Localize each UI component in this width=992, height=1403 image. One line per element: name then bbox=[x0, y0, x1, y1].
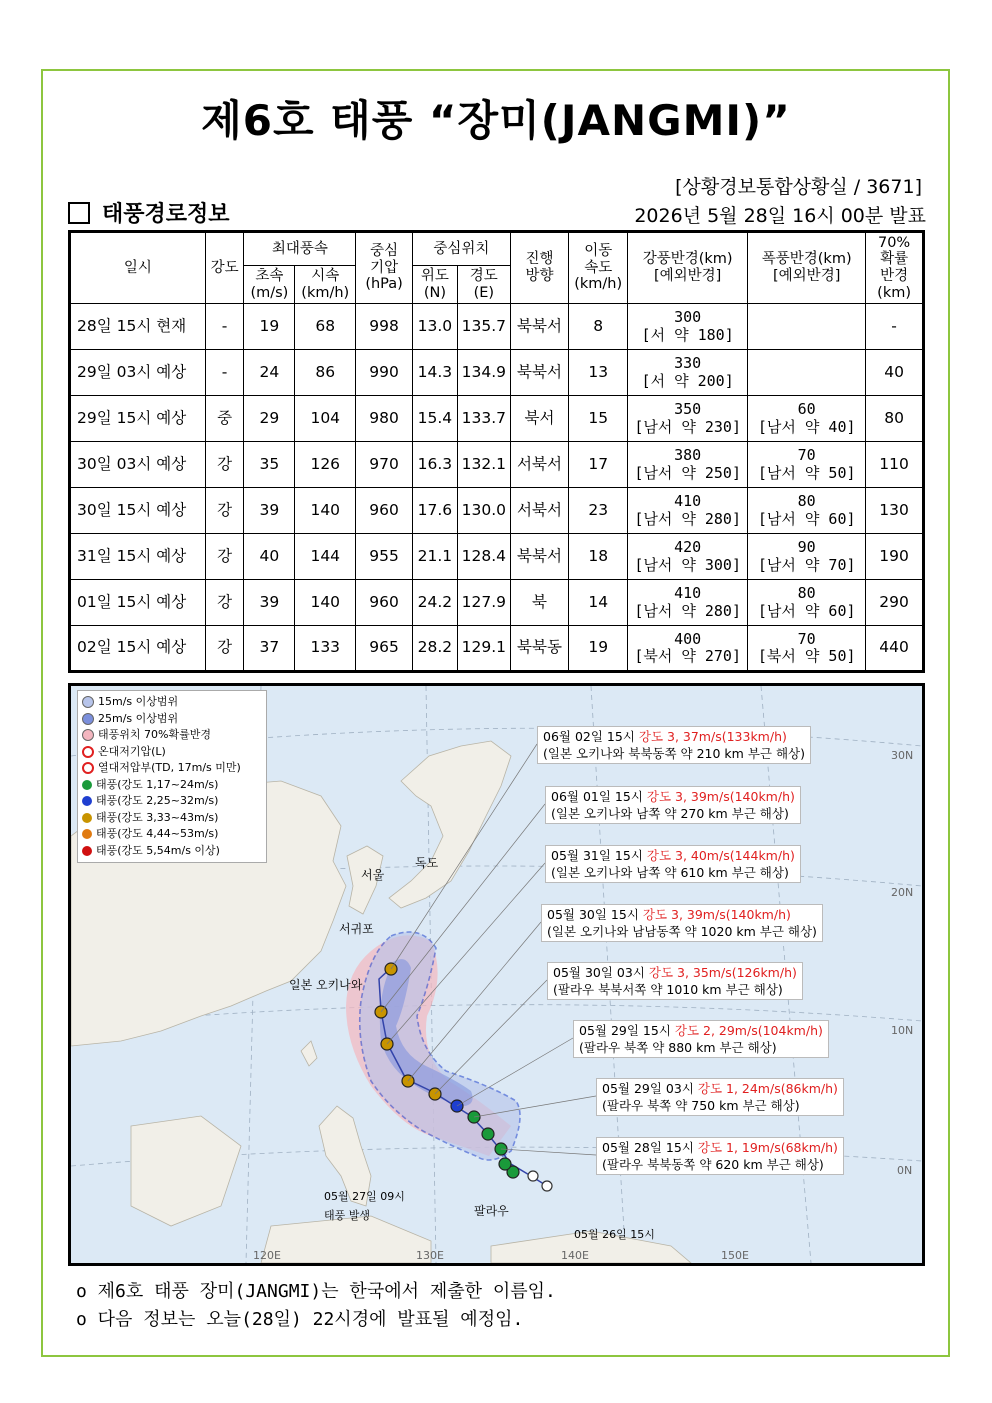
section-heading bbox=[68, 197, 230, 228]
header-strong-radius: 강풍반경(km) [예외반경] bbox=[628, 232, 748, 304]
cell-pressure: 960 bbox=[356, 488, 413, 534]
circle-15ms bbox=[82, 696, 94, 708]
table-row bbox=[70, 534, 924, 580]
cell-prob70: 80 bbox=[866, 396, 924, 442]
page-title: 제6호 태풍 “장미(JANGMI)” bbox=[201, 96, 791, 145]
cell-direction: 북북동 bbox=[510, 626, 569, 672]
legend-label: 25m/s 이상범위 bbox=[98, 711, 179, 725]
callout-line bbox=[551, 788, 795, 805]
track-map bbox=[68, 683, 925, 1266]
cell-strong-radius bbox=[628, 350, 748, 396]
table-row bbox=[70, 396, 924, 442]
cell-speed: 8 bbox=[569, 304, 628, 350]
cell-wind-kmh: 140 bbox=[295, 580, 356, 626]
cell-time: 01일 15시 예상 bbox=[70, 580, 206, 626]
cell-pressure: 998 bbox=[356, 304, 413, 350]
typhoon-5-icon bbox=[82, 846, 92, 856]
cell-lat: 17.6 bbox=[412, 488, 457, 534]
cell-speed: 14 bbox=[569, 580, 628, 626]
cell-pressure: 970 bbox=[356, 442, 413, 488]
cell-intensity: 강 bbox=[205, 580, 244, 626]
callout-line bbox=[551, 847, 795, 864]
note-line: o 다음 정보는 오늘(28일) 22시경에 발표될 예정임. bbox=[76, 1309, 524, 1330]
cell-strong-radius bbox=[628, 396, 748, 442]
lat-label: 20N bbox=[891, 886, 914, 899]
cell-direction: 서북서 bbox=[510, 442, 569, 488]
callout-time: 05월 29일 03시 bbox=[602, 1081, 698, 1096]
place-okinawa: 일본 오키나와 bbox=[289, 978, 363, 992]
cell-prob70: 190 bbox=[866, 534, 924, 580]
header-lon: 경도 (E) bbox=[457, 266, 510, 304]
header-time: 일시 bbox=[70, 232, 206, 304]
callout-location: (팔라우 북쪽 약 880 km 부근 해상) bbox=[579, 1040, 777, 1055]
header-wind-ms: 초속 (m/s) bbox=[244, 266, 295, 304]
cell-direction: 북북서 bbox=[510, 350, 569, 396]
storm-radius-exception: [남서 약 60] bbox=[757, 509, 856, 528]
cell-strong-radius bbox=[628, 488, 748, 534]
cell-speed: 19 bbox=[569, 626, 628, 672]
place-palau: 팔라우 bbox=[474, 1204, 509, 1218]
table-row bbox=[70, 442, 924, 488]
cell-wind-ms: 19 bbox=[244, 304, 295, 350]
typhoon-marker-icon bbox=[499, 1158, 511, 1170]
issued-time: 2026년 5월 28일 16시 00분 발표 bbox=[634, 205, 926, 227]
cell-prob70: 40 bbox=[866, 350, 924, 396]
callout-leader bbox=[501, 1149, 596, 1155]
header-pressure: 중심 기압 (hPa) bbox=[356, 232, 413, 304]
lat-label: 0N bbox=[897, 1164, 913, 1177]
strong-radius-value: 330 bbox=[674, 354, 702, 373]
cell-time: 02일 15시 예상 bbox=[70, 626, 206, 672]
typhoon-1-icon bbox=[82, 780, 92, 790]
storm-radius-value: 80 bbox=[797, 584, 816, 603]
cell-speed: 13 bbox=[569, 350, 628, 396]
callout-intensity: 강도 3, 39m/s(140km/h) bbox=[642, 907, 791, 922]
lon-label: 140E bbox=[561, 1249, 589, 1262]
cell-lon: 128.4 bbox=[457, 534, 510, 580]
strong-radius-exception: [남서 약 230] bbox=[634, 417, 741, 436]
legend-label: 15m/s 이상범위 bbox=[98, 695, 179, 708]
callout-time: 05월 31일 15시 bbox=[551, 848, 647, 863]
cell-wind-kmh: 133 bbox=[295, 626, 356, 672]
borneo bbox=[261, 1216, 431, 1263]
cell-lat: 15.4 bbox=[412, 396, 457, 442]
japan bbox=[389, 741, 511, 908]
cell-wind-kmh: 126 bbox=[295, 442, 356, 488]
typhoon-marker-icon bbox=[482, 1128, 494, 1140]
strong-radius-value: 380 bbox=[674, 446, 702, 465]
callout bbox=[545, 786, 801, 824]
header-prob70: 70% 확률 반경 (km) bbox=[866, 232, 924, 304]
callout bbox=[596, 1137, 844, 1175]
callout-time: 05월 29일 15시 bbox=[579, 1023, 675, 1038]
callout-line bbox=[602, 1080, 838, 1097]
circle-25ms bbox=[82, 713, 94, 725]
cell-lon: 134.9 bbox=[457, 350, 510, 396]
storm-radius-exception: [북서 약 50] bbox=[757, 647, 856, 665]
header-center: 중심위치 bbox=[412, 232, 510, 266]
td-marker-icon bbox=[528, 1171, 538, 1181]
strong-radius-exception: [서 약 180] bbox=[641, 325, 734, 344]
callout bbox=[541, 904, 823, 942]
cell-wind-kmh: 104 bbox=[295, 396, 356, 442]
cell-prob70: 290 bbox=[866, 580, 924, 626]
cell-speed: 18 bbox=[569, 534, 628, 580]
lon-label: 130E bbox=[416, 1249, 444, 1262]
section-title: 태풍경로정보 bbox=[102, 202, 230, 227]
legend-label: 온대저기압(L) bbox=[98, 744, 166, 758]
legend-label: 태풍위치 70%확률반경 bbox=[98, 728, 211, 741]
cell-prob70: 110 bbox=[866, 442, 924, 488]
strong-radius-exception: [남서 약 280] bbox=[634, 509, 741, 528]
cell-direction: 서북서 bbox=[510, 488, 569, 534]
cell-lat: 24.2 bbox=[412, 580, 457, 626]
lon-label: 120E bbox=[253, 1249, 281, 1262]
start-label-2: 태풍 발생 bbox=[324, 1209, 371, 1222]
typhoon-2-icon bbox=[82, 796, 92, 806]
lat-label: 10N bbox=[891, 1024, 914, 1037]
cell-wind-kmh: 68 bbox=[295, 304, 356, 350]
strong-radius-value: 350 bbox=[674, 400, 702, 419]
lon-label: 150E bbox=[721, 1249, 749, 1262]
lat-label: 30N bbox=[891, 749, 914, 762]
callout-intensity: 강도 1, 19m/s(68km/h) bbox=[697, 1140, 838, 1155]
cell-wind-ms: 24 bbox=[244, 350, 295, 396]
origin-label: 05월 26일 15시 bbox=[574, 1228, 655, 1241]
strong-radius-value: 410 bbox=[674, 492, 702, 511]
cell-lat: 14.3 bbox=[412, 350, 457, 396]
legend-item bbox=[82, 843, 262, 860]
storm-radius-value: 70 bbox=[797, 629, 816, 648]
header-speed: 이동 속도 (km/h) bbox=[569, 232, 628, 304]
cell-lon: 135.7 bbox=[457, 304, 510, 350]
notes bbox=[76, 1278, 556, 1334]
map-legend bbox=[77, 690, 267, 863]
table-row bbox=[70, 304, 924, 350]
cell-intensity: - bbox=[205, 304, 244, 350]
callout-leader bbox=[435, 980, 547, 1094]
callout-intensity: 강도 3, 35m/s(126km/h) bbox=[648, 965, 797, 980]
strong-radius-exception: [남서 약 250] bbox=[634, 463, 741, 482]
cell-strong-radius bbox=[628, 534, 748, 580]
strong-radius-exception: [남서 약 300] bbox=[634, 555, 741, 574]
table-row bbox=[70, 488, 924, 534]
cell-speed: 17 bbox=[569, 442, 628, 488]
cell-lon: 130.0 bbox=[457, 488, 510, 534]
cell-pressure: 980 bbox=[356, 396, 413, 442]
place-seoul: 서울 bbox=[361, 868, 385, 882]
callout-leader bbox=[457, 1038, 573, 1106]
cell-storm-radius bbox=[748, 488, 866, 534]
cell-wind-ms: 40 bbox=[244, 534, 295, 580]
callout-time: 06월 01일 15시 bbox=[551, 789, 647, 804]
cell-intensity: - bbox=[205, 350, 244, 396]
cell-lat: 21.1 bbox=[412, 534, 457, 580]
office-label: [상황경보통합상황실 / 3671] bbox=[675, 176, 922, 198]
callout-line bbox=[543, 728, 805, 745]
cell-wind-kmh: 140 bbox=[295, 488, 356, 534]
callout-location: (팔라우 북북동쪽 약 620 km 부근 해상) bbox=[602, 1157, 824, 1172]
callout-location: (팔라우 북북서쪽 약 1010 km 부근 해상) bbox=[553, 982, 783, 997]
callout-intensity: 강도 3, 37m/s(133km/h) bbox=[638, 729, 787, 744]
table-row bbox=[70, 350, 924, 396]
start-label: 05월 27일 09시 bbox=[324, 1190, 405, 1203]
cell-lon: 129.1 bbox=[457, 626, 510, 672]
cell-direction: 북서 bbox=[510, 396, 569, 442]
legend-label: 열대저압부(TD, 17m/s 미만) bbox=[98, 761, 241, 774]
header-storm-radius: 폭풍반경(km) [예외반경] bbox=[748, 232, 866, 304]
cell-storm-radius bbox=[748, 442, 866, 488]
cell-storm-radius bbox=[748, 350, 866, 396]
cell-wind-ms: 39 bbox=[244, 488, 295, 534]
strong-radius-value: 420 bbox=[674, 538, 702, 557]
header-direction: 진행 방향 bbox=[510, 232, 569, 304]
storm-radius-value: 90 bbox=[797, 538, 816, 557]
cell-time: 30일 15시 예상 bbox=[70, 488, 206, 534]
legend-label: 태풍(강도 2,25~32m/s) bbox=[96, 794, 219, 807]
callout bbox=[537, 726, 811, 764]
callout bbox=[547, 962, 803, 1000]
storm-radius-exception: [남서 약 60] bbox=[757, 601, 856, 620]
typhoon-4-icon bbox=[82, 829, 92, 839]
td-icon bbox=[82, 762, 94, 774]
typhoon-3-icon bbox=[82, 813, 92, 823]
note-line: o 제6호 태풍 장미(JANGMI)는 한국에서 제출한 이름임. bbox=[76, 1281, 556, 1302]
cell-prob70: - bbox=[866, 304, 924, 350]
callout bbox=[545, 845, 801, 883]
cell-time: 29일 15시 예상 bbox=[70, 396, 206, 442]
legend-item bbox=[82, 760, 262, 777]
legend-label: 태풍(강도 3,33~43m/s) bbox=[96, 810, 219, 824]
callout bbox=[573, 1020, 829, 1058]
cell-strong-radius bbox=[628, 626, 748, 672]
callout-intensity: 강도 3, 40m/s(144km/h) bbox=[646, 848, 795, 863]
cell-intensity: 강 bbox=[205, 488, 244, 534]
strong-radius-value: 410 bbox=[674, 584, 702, 603]
strong-radius-value: 300 bbox=[674, 308, 702, 327]
legend-item bbox=[82, 727, 262, 744]
table-row bbox=[70, 626, 924, 672]
cell-storm-radius bbox=[748, 626, 866, 672]
callout-location: (일본 오키나와 남남동쪽 약 1020 km 부근 해상) bbox=[547, 924, 817, 939]
callout bbox=[596, 1078, 844, 1116]
cell-wind-kmh: 86 bbox=[295, 350, 356, 396]
place-dokdo: 독도 bbox=[415, 856, 439, 870]
checkbox-square-icon bbox=[68, 202, 90, 224]
cell-time: 30일 03시 예상 bbox=[70, 442, 206, 488]
legend-label: 태풍(강도 1,17~24m/s) bbox=[96, 777, 219, 791]
cell-pressure: 960 bbox=[356, 580, 413, 626]
cell-wind-ms: 29 bbox=[244, 396, 295, 442]
td-marker-icon bbox=[542, 1181, 552, 1191]
cell-direction: 북북서 bbox=[510, 304, 569, 350]
cell-intensity: 강 bbox=[205, 626, 244, 672]
cell-lon: 133.7 bbox=[457, 396, 510, 442]
cell-strong-radius bbox=[628, 442, 748, 488]
cell-lat: 28.2 bbox=[412, 626, 457, 672]
cell-storm-radius bbox=[748, 580, 866, 626]
circle-prob bbox=[82, 729, 94, 741]
callout-line bbox=[602, 1139, 838, 1156]
storm-radius-exception: [남서 약 40] bbox=[757, 417, 856, 436]
callout-time: 05월 30일 15시 bbox=[547, 907, 643, 922]
storm-radius-value: 60 bbox=[797, 400, 816, 419]
cell-time: 31일 15시 예상 bbox=[70, 534, 206, 580]
cell-intensity: 강 bbox=[205, 442, 244, 488]
cell-time: 28일 15시 현재 bbox=[70, 304, 206, 350]
cell-storm-radius bbox=[748, 534, 866, 580]
callout-location: (일본 오키나와 북북동쪽 약 210 km 부근 해상) bbox=[543, 746, 805, 761]
taiwan bbox=[301, 1041, 317, 1066]
cell-storm-radius bbox=[748, 304, 866, 350]
cell-intensity: 중 bbox=[205, 396, 244, 442]
strong-radius-exception: [서 약 200] bbox=[641, 371, 734, 390]
cell-lon: 132.1 bbox=[457, 442, 510, 488]
callout-intensity: 강도 3, 39m/s(140km/h) bbox=[646, 789, 795, 804]
cell-pressure: 955 bbox=[356, 534, 413, 580]
header-intensity: 강도 bbox=[205, 232, 244, 304]
cell-direction: 북 bbox=[510, 580, 569, 626]
callout-intensity: 강도 1, 24m/s(86km/h) bbox=[697, 1081, 838, 1096]
callout-time: 06월 02일 15시 bbox=[543, 729, 639, 744]
cell-direction: 북북서 bbox=[510, 534, 569, 580]
cell-pressure: 965 bbox=[356, 626, 413, 672]
callout-location: (팔라우 북쪽 약 750 km 부근 해상) bbox=[602, 1098, 800, 1113]
legend-item bbox=[82, 810, 262, 827]
legend-item bbox=[82, 777, 262, 794]
place-seogwipo: 서귀포 bbox=[339, 922, 374, 936]
legend-item bbox=[82, 793, 262, 810]
track-table bbox=[68, 230, 925, 673]
header-lat: 위도 (N) bbox=[412, 266, 457, 304]
callout-line bbox=[547, 906, 817, 923]
legend-item bbox=[82, 711, 262, 728]
cell-wind-ms: 37 bbox=[244, 626, 295, 672]
cell-strong-radius bbox=[628, 580, 748, 626]
header-max-wind: 최대풍속 bbox=[244, 232, 356, 266]
callout-intensity: 강도 2, 29m/s(104km/h) bbox=[674, 1023, 823, 1038]
cell-prob70: 130 bbox=[866, 488, 924, 534]
cell-intensity: 강 bbox=[205, 534, 244, 580]
callout-time: 05월 28일 15시 bbox=[602, 1140, 698, 1155]
callout-location: (일본 오키나와 남쪽 약 610 km 부근 해상) bbox=[551, 865, 789, 880]
storm-radius-exception: [남서 약 70] bbox=[757, 555, 856, 574]
cell-time: 29일 03시 예상 bbox=[70, 350, 206, 396]
legend-label: 태풍(강도 4,44~53m/s) bbox=[96, 827, 219, 840]
callout-line bbox=[553, 964, 797, 981]
strong-radius-value: 400 bbox=[674, 629, 702, 648]
extratropical-low-icon bbox=[82, 746, 94, 758]
legend-label: 태풍(강도 5,54m/s 이상) bbox=[96, 843, 220, 857]
cell-storm-radius bbox=[748, 396, 866, 442]
cell-wind-ms: 39 bbox=[244, 580, 295, 626]
cell-pressure: 990 bbox=[356, 350, 413, 396]
callout-time: 05월 30일 03시 bbox=[553, 965, 649, 980]
cell-lat: 13.0 bbox=[412, 304, 457, 350]
cell-speed: 23 bbox=[569, 488, 628, 534]
cell-speed: 15 bbox=[569, 396, 628, 442]
cell-lon: 127.9 bbox=[457, 580, 510, 626]
callout-location: (일본 오키나와 남쪽 약 270 km 부근 해상) bbox=[551, 806, 789, 821]
header-wind-kmh: 시속 (km/h) bbox=[295, 266, 356, 304]
table-row bbox=[70, 580, 924, 626]
indochina bbox=[131, 1116, 241, 1226]
storm-radius-value: 70 bbox=[797, 446, 816, 465]
strong-radius-exception: [남서 약 280] bbox=[634, 601, 741, 620]
cell-lat: 16.3 bbox=[412, 442, 457, 488]
callout-line bbox=[579, 1022, 823, 1039]
strong-radius-exception: [북서 약 270] bbox=[634, 647, 741, 665]
cell-wind-ms: 35 bbox=[244, 442, 295, 488]
cell-strong-radius bbox=[628, 304, 748, 350]
storm-radius-exception: [남서 약 50] bbox=[757, 463, 856, 482]
legend-item bbox=[82, 744, 262, 761]
cell-prob70: 440 bbox=[866, 626, 924, 672]
storm-radius-value: 80 bbox=[797, 492, 816, 511]
legend-item bbox=[82, 826, 262, 843]
legend-item bbox=[82, 694, 262, 711]
cell-wind-kmh: 144 bbox=[295, 534, 356, 580]
